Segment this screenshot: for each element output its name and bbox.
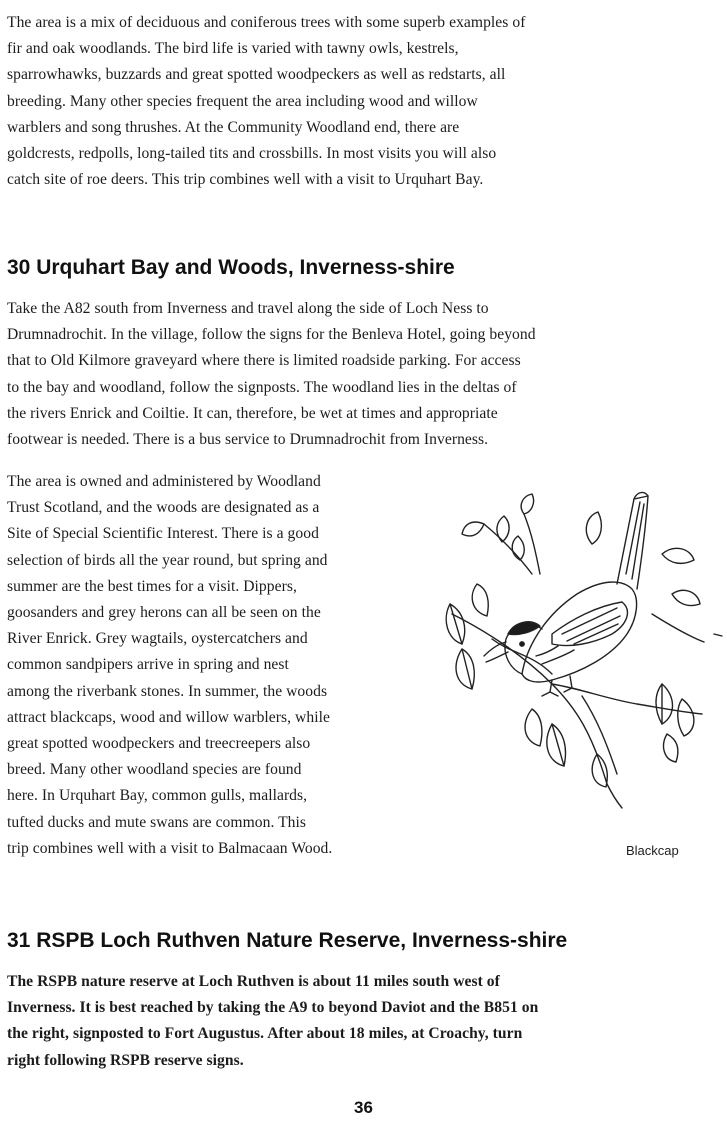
text-line: sparrowhawks, buzzards and great spotted woodpeckers as well as redstarts, all: [7, 66, 506, 84]
text-line: goldcrests, redpolls, long-tailed tits and crossbills. In most visits you will also: [7, 145, 497, 163]
text-line: The area is owned and administered by Woodland: [7, 473, 321, 490]
section-30-paragraph-2: [7, 469, 332, 862]
text-line: great spotted woodpeckers and treecreepers also: [7, 735, 311, 753]
text-line: right following RSPB reserve signs.: [7, 1051, 244, 1069]
text-line: breed. Many other woodland species are found: [7, 761, 302, 779]
text-line: attract blackcaps, wood and willow warblers, while: [7, 708, 330, 726]
text-line: goosanders and grey herons can all be seen on the: [7, 604, 321, 622]
text-line: footwear is needed. There is a bus service to Drumnadrochit from Inverness.: [7, 431, 489, 449]
text-line: Trust Scotland, and the woods are designated as a: [7, 499, 320, 517]
text-line: The area is a mix of deciduous and coniferous trees with some superb examples of: [7, 14, 526, 31]
section-30-heading: 30 Urquhart Bay and Woods, Inverness-shire: [7, 256, 455, 279]
illustration-caption: Blackcap: [626, 843, 679, 858]
intro-paragraph: [7, 10, 525, 193]
blackcap-illustration: [432, 484, 724, 814]
text-line: the right, signposted to Fort Augustus. After about 18 miles, at Croachy, turn: [7, 1025, 523, 1043]
text-line: catch site of roe deers. This trip combines well with a visit to Urquhart Bay.: [7, 171, 484, 189]
page-number: 36: [354, 1098, 373, 1117]
section-31-heading: 31 RSPB Loch Ruthven Nature Reserve, Inverness-shire: [7, 929, 568, 952]
text-line: to the bay and woodland, follow the signposts. The woodland lies in the deltas of: [7, 378, 517, 396]
section-30-paragraph-1: [7, 296, 536, 453]
text-line: River Enrick. Grey wagtails, oystercatchers and: [7, 630, 308, 648]
section-31-paragraph-1: [7, 969, 538, 1074]
text-line: warblers and song thrushes. At the Community Woodland end, there are: [7, 118, 460, 136]
text-line: trip combines well with a visit to Balmacaan Wood.: [7, 839, 333, 857]
text-line: summer are the best times for a visit. Dippers,: [7, 577, 297, 595]
text-line: here. In Urquhart Bay, common gulls, mallards,: [7, 787, 308, 805]
text-line: common sandpipers arrive in spring and nest: [7, 656, 289, 674]
text-line: Site of Special Scientific Interest. There is a good: [7, 525, 319, 543]
text-line: the rivers Enrick and Coiltie. It can, therefore, be wet at times and appropriate: [7, 404, 498, 422]
text-line: among the riverbank stones. In summer, the woods: [7, 682, 328, 700]
text-line: breeding. Many other species frequent the area including wood and willow: [7, 92, 478, 110]
text-line: Drumnadrochit. In the village, follow the signs for the Benleva Hotel, going beyond: [7, 326, 536, 344]
text-line: tufted ducks and mute swans are common. This: [7, 813, 306, 831]
text-line: The RSPB nature reserve at Loch Ruthven is about 11 miles south west of: [7, 973, 500, 990]
text-line: that to Old Kilmore graveyard where there is limited roadside parking. For access: [7, 352, 521, 370]
text-line: selection of birds all the year round, but spring and: [7, 551, 328, 569]
text-line: fir and oak woodlands. The bird life is varied with tawny owls, kestrels,: [7, 40, 459, 58]
text-line: Take the A82 south from Inverness and travel along the side of Loch Ness to: [7, 300, 489, 317]
text-line: Inverness. It is best reached by taking the A9 to beyond Daviot and the B851 on: [7, 999, 539, 1017]
